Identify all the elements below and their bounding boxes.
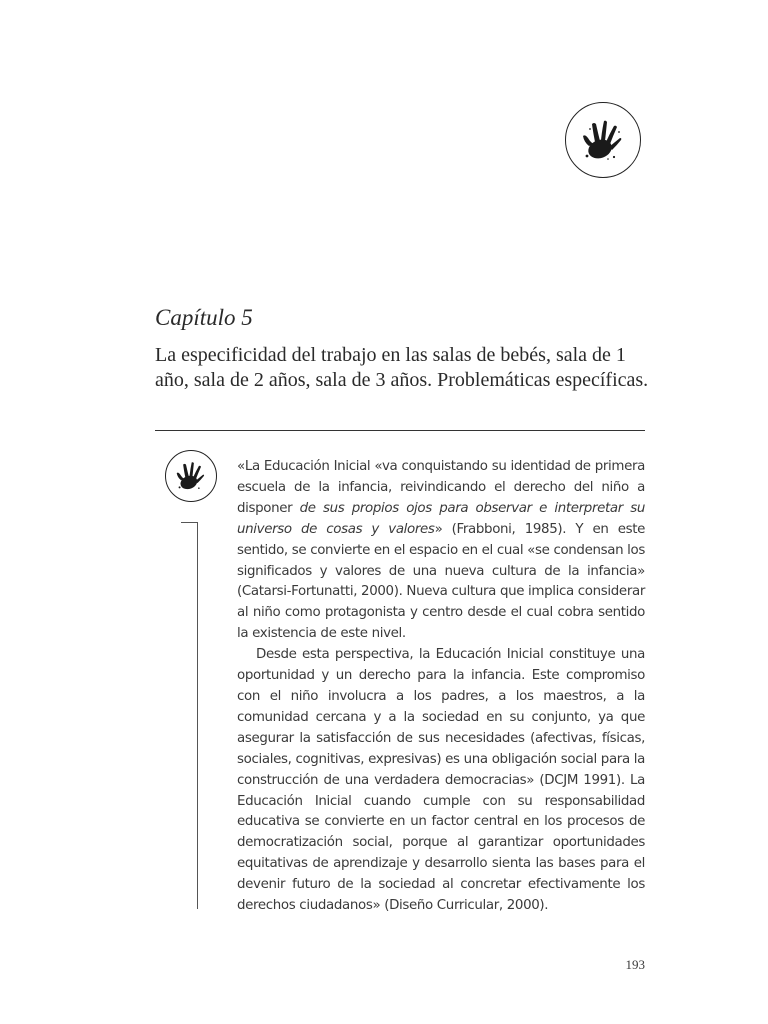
handprint-icon bbox=[171, 456, 211, 496]
chapter-label: Capítulo 5 bbox=[155, 305, 253, 330]
paragraph-1-end: » (Frabboni, 1985). Y en este sentido, se convierte en el espacio en el cual «se condensan los significados y valores de una nueva cultura de la infancia» (Catarsi-Fortunatti, 2000). Nueva cultura que implica considerar al niño como protagonista y centro desde el cual cobra sentido la existencia de este nivel. bbox=[237, 521, 646, 642]
body-text bbox=[237, 457, 645, 917]
chapter-title: La especificidad del trabajo en las salas de bebés, sala de 1 año, sala de 2 años, sala de 3 años. Problemáticas específicas. bbox=[155, 344, 649, 391]
page-number: 193 bbox=[625, 957, 645, 972]
paragraph-1 bbox=[237, 457, 645, 645]
section-emblem bbox=[165, 450, 217, 502]
chapter-emblem bbox=[565, 102, 641, 178]
margin-bracket bbox=[181, 522, 198, 909]
paragraph-2: Desde esta perspectiva, la Educación Inicial constituye una oportunidad y un derecho para la infancia. Este compromiso con el niño involucra a los padres, a los maestros, a la comunidad cercana y a la sociedad en su conjunto, ya que asegurar la satisfacción de sus necesidades (afectivas, físicas, sociales, cognitivas, expresivas) es una obligación social para la construcción de una verdadera democracias» (DCJM 1991). La Educación Inicial cuando cumple con su responsabilidad educativa se convierte en un factor central en los procesos de democratización social, porque al garantizar oportunidades equitativas de aprendizaje y desarrollo sienta las bases para el devenir futuro de la sociedad al concretar efectivamente los derechos ciudadanos» (Diseño Curricular, 2000). bbox=[237, 647, 645, 914]
paragraph-1-italic: de sus propios ojos para observar e interpretar su universo de cosas y valores bbox=[237, 500, 645, 537]
title-divider bbox=[155, 430, 645, 431]
paragraph-1-start: «La Educación Inicial «va conquistando su identidad de primera escuela de la infancia, reivindicando el derecho del niño a disponer bbox=[237, 459, 645, 516]
handprint-icon bbox=[575, 112, 631, 168]
